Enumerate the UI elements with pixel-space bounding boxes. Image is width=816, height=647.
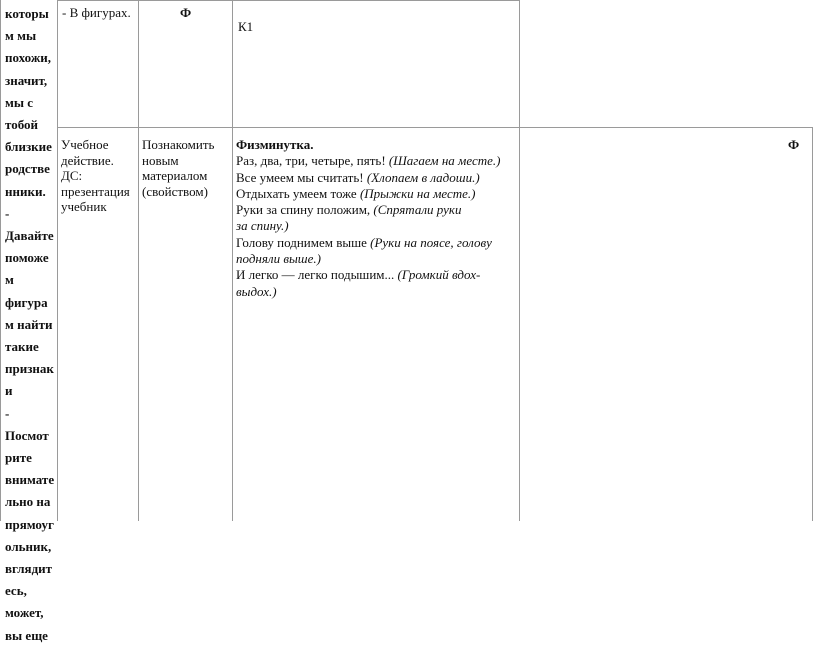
text-line: ольник, <box>5 538 52 554</box>
table-divider-col3 <box>138 0 139 521</box>
poem-line: за спину.) <box>236 218 289 234</box>
table-divider-col6 <box>812 128 813 521</box>
text-line: материалом <box>142 168 208 183</box>
poem-line: Отдыхать умеем тоже (Прыжки на месте.) <box>236 185 476 201</box>
text-line: льно на <box>5 494 51 510</box>
row1-assessment-form: Ф <box>180 5 192 20</box>
text-line: значит, <box>5 72 48 88</box>
text-line: Познакомить <box>142 137 215 152</box>
text-line: вглядит <box>5 561 53 577</box>
text-line: родстве <box>5 161 50 177</box>
text-line: фигура <box>5 294 48 310</box>
text-line: прямоуг <box>5 516 54 532</box>
text-line: близкие <box>5 139 52 155</box>
section-heading: Физминутка. <box>236 137 314 152</box>
text-line: презентация <box>61 183 130 199</box>
table-divider-col5 <box>519 0 520 521</box>
text-line: (свойством) <box>142 183 208 199</box>
fizminutka-cell <box>236 137 500 300</box>
poem-line: выдох.) <box>236 283 277 299</box>
text-line: и <box>5 383 13 399</box>
poem-line: подняли выше.) <box>236 251 321 267</box>
row2-assessment-form: Ф <box>788 137 800 152</box>
poem-line: Голову поднимем выше (Руки на поясе, голову <box>236 234 492 250</box>
text-line: действие. <box>61 152 114 168</box>
table-divider-col4 <box>232 0 233 521</box>
text-line: ДС: <box>61 168 83 183</box>
table-top-border <box>57 0 520 1</box>
text-line: - <box>5 405 10 421</box>
text-line: мы с <box>5 94 34 110</box>
text-line: м найти <box>5 316 53 332</box>
text-line: рите <box>5 450 32 466</box>
text-line: вы еще <box>5 627 48 643</box>
text-line: тобой <box>5 117 39 133</box>
poem-line: Раз, два, три, четыре, пять! (Шагаем на месте.) <box>236 153 501 169</box>
text-line: которы <box>5 6 49 21</box>
row2-activity-cell <box>61 137 130 215</box>
text-line: внимате <box>5 472 55 488</box>
text-line: учебник <box>61 199 107 214</box>
text-line: признак <box>5 361 54 377</box>
text-line: м мы <box>5 28 37 44</box>
teacher-speech-column <box>5 3 57 647</box>
row1-competence-code: К1 <box>238 19 254 34</box>
poem-line: Все умеем мы считать! (Хлопаем в ладоши.) <box>236 169 480 185</box>
text-line: есь, <box>5 583 27 599</box>
poem-line: И легко — легко подышим... (Громкий вдох- <box>236 267 481 283</box>
text-line: Посмот <box>5 427 49 443</box>
text-line: м <box>5 272 14 288</box>
poem-line: Руки за спину положим, (Спрятали руки <box>236 202 462 218</box>
table-border-left <box>0 0 1 521</box>
text-line: - <box>5 205 10 221</box>
text-line: похожи, <box>5 50 52 66</box>
table-row-divider <box>57 127 813 128</box>
text-line: новым <box>142 152 179 168</box>
text-line: Давайте <box>5 228 54 244</box>
text-line: может, <box>5 605 44 621</box>
text-line: такие <box>5 339 39 355</box>
table-divider-col2 <box>57 0 58 521</box>
text-line: поможе <box>5 250 49 266</box>
text-line: Учебное <box>61 137 109 152</box>
text-line: нники. <box>5 183 46 199</box>
row2-goal-cell <box>142 137 214 199</box>
row1-answer-cell: - В фигурах. <box>62 5 131 20</box>
